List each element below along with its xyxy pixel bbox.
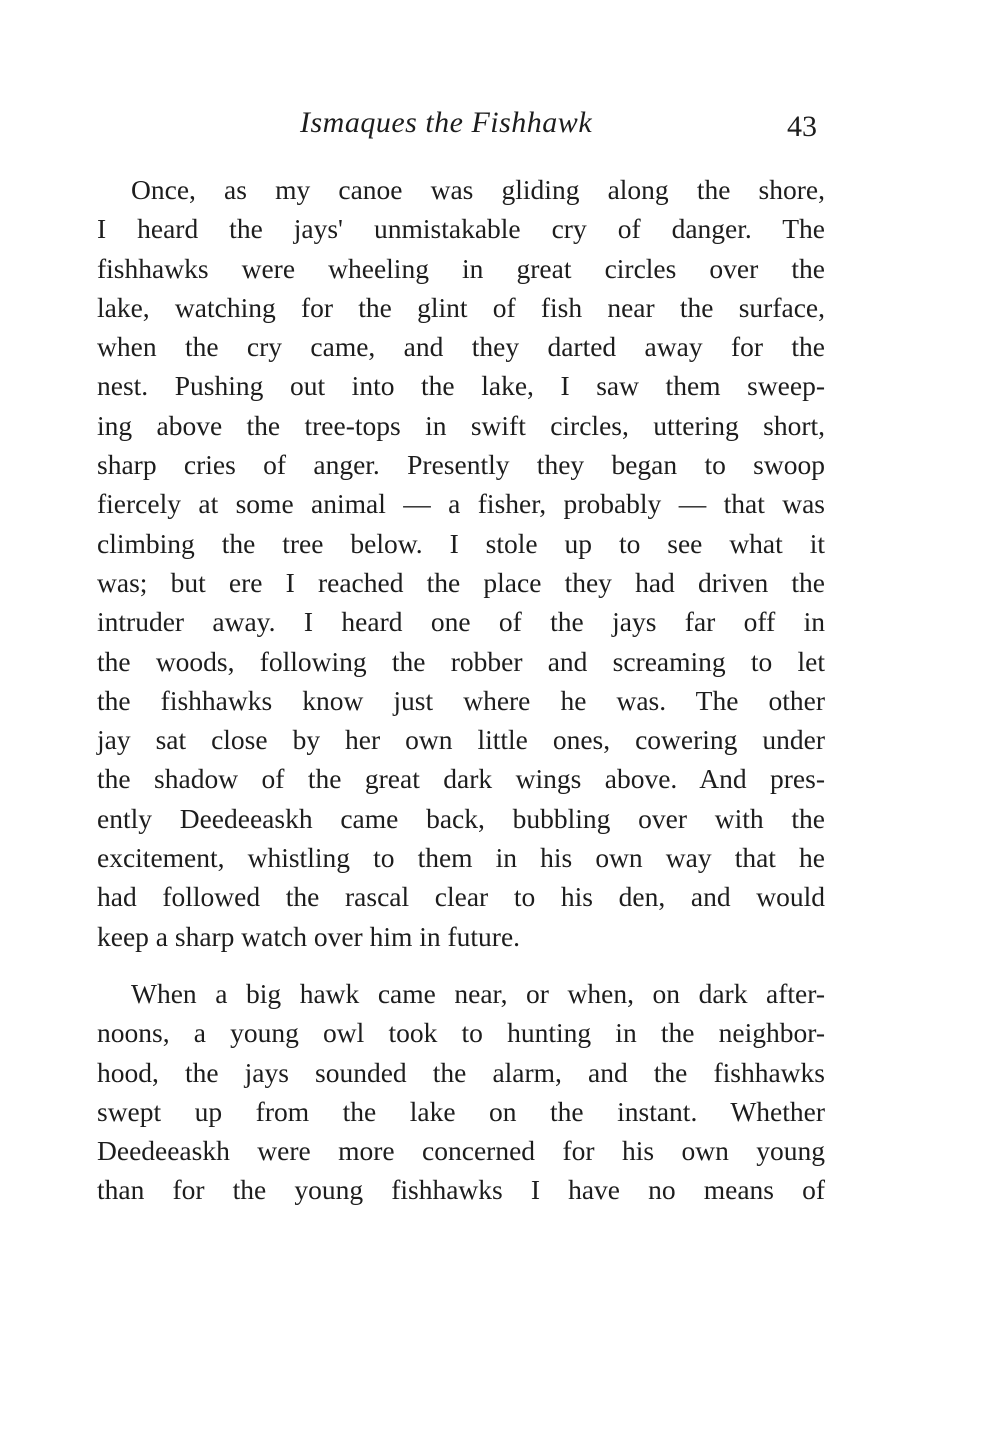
text-line: the woods, following the robber and screaming to let	[97, 645, 825, 677]
text-line: ing above the tree-tops in swift circles, uttering short,	[97, 409, 825, 441]
text-line: excitement, whistling to them in his own way that he	[97, 842, 825, 874]
text-line: the fishhawks know just where he was. The other	[97, 684, 825, 716]
text-line: swept up from the lake on the instant. Whether	[97, 1095, 825, 1127]
text-line: had followed the rascal clear to his den, and would	[97, 881, 825, 913]
text-line: was; but ere I reached the place they had driven the	[97, 566, 825, 598]
text-line: Deedeeaskh were more concerned for his own young	[97, 1135, 825, 1167]
text-line: noons, a young owl took to hunting in the neighbor-	[97, 1017, 825, 1049]
text-line: climbing the tree below. I stole up to see what it	[97, 527, 825, 559]
running-title: Ismaques the Fishhawk	[300, 106, 593, 139]
text-line: keep a sharp watch over him in future.	[97, 920, 521, 952]
text-line: than for the young fishhawks I have no means of	[97, 1174, 825, 1206]
text-line: I heard the jays' unmistakable cry of danger. The	[97, 213, 825, 245]
paragraph-2	[97, 974, 825, 1210]
text-line: when the cry came, and they darted away for the	[97, 331, 825, 363]
page-number: 43	[787, 110, 817, 143]
text-line: fishhawks were wheeling in great circles over the	[97, 252, 825, 284]
text-line: ently Deedeeaskh came back, bubbling over with the	[97, 802, 825, 834]
text-line: intruder away. I heard one of the jays far off in	[97, 606, 825, 638]
text-line: jay sat close by her own little ones, cowering under	[97, 724, 825, 756]
text-line: fiercely at some animal — a fisher, probably — that was	[97, 488, 825, 520]
text-line: sharp cries of anger. Presently they began to swoop	[97, 449, 825, 481]
paragraph-1	[97, 170, 825, 956]
text-line: When a big hawk came near, or when, on dark after-	[131, 977, 825, 1009]
text-line: lake, watching for the glint of fish near the surface,	[97, 291, 825, 323]
body-text	[97, 170, 825, 1210]
text-line: Once, as my canoe was gliding along the shore,	[131, 174, 825, 205]
text-line: nest. Pushing out into the lake, I saw them sweep-	[97, 370, 825, 402]
paragraph-gap	[97, 956, 825, 974]
text-line: the shadow of the great dark wings above. And pres-	[97, 763, 825, 795]
text-line: hood, the jays sounded the alarm, and the fishhawks	[97, 1056, 825, 1088]
